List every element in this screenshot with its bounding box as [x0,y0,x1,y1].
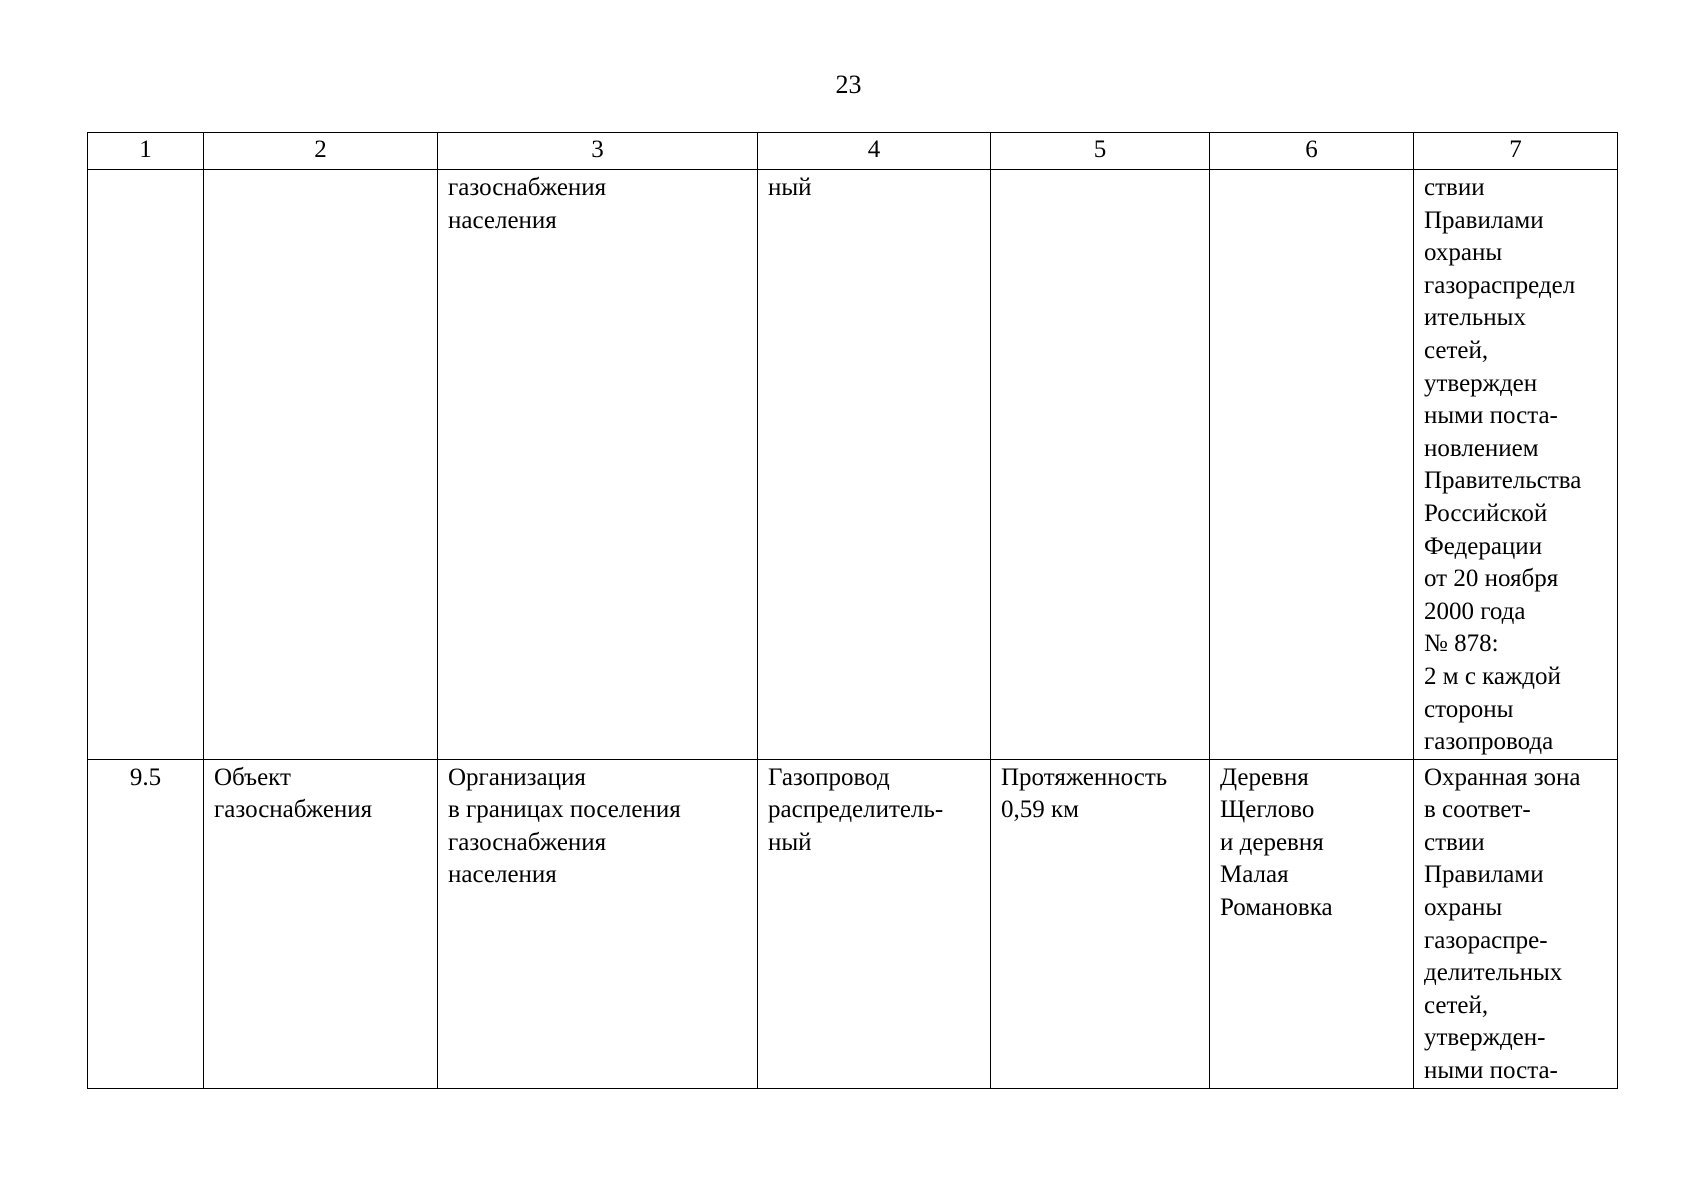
table-cell: Организация в границах поселения газоснабжения населения [438,759,758,1088]
document-table [87,132,1618,1089]
page-number: 23 [835,70,862,99]
table-row [88,170,1618,760]
table-cell: ный [758,170,991,760]
table-cell [204,170,438,760]
column-header: 2 [204,133,438,170]
table-cell: ствии Правилами охраны газораспредел ительных сетей, утвержден ными поста- новлением Правительства Российской Федерации от 20 ноября 2000 года № 878: 2 м с каждой стороны газопровода [1414,170,1618,760]
column-header: 1 [88,133,204,170]
column-header: 3 [438,133,758,170]
row-number-cell: 9.5 [88,759,204,1088]
table-cell: газоснабжения населения [438,170,758,760]
column-header: 4 [758,133,991,170]
column-header: 6 [1210,133,1414,170]
table-cell: Охранная зона в соответ- ствии Правилами охраны газораспре- делительных сетей, утвержден- ными поста- [1414,759,1618,1088]
table-header-row [88,133,1618,170]
table-cell: Протяженность 0,59 км [991,759,1210,1088]
table-cell [991,170,1210,760]
table-cell: Объект газоснабжения [204,759,438,1088]
column-header: 5 [991,133,1210,170]
table-cell [88,170,204,760]
table-cell: Деревня Щеглово и деревня Малая Романовка [1210,759,1414,1088]
table-row [88,759,1618,1088]
table-cell [1210,170,1414,760]
column-header: 7 [1414,133,1618,170]
table-cell: Газопровод распределитель- ный [758,759,991,1088]
